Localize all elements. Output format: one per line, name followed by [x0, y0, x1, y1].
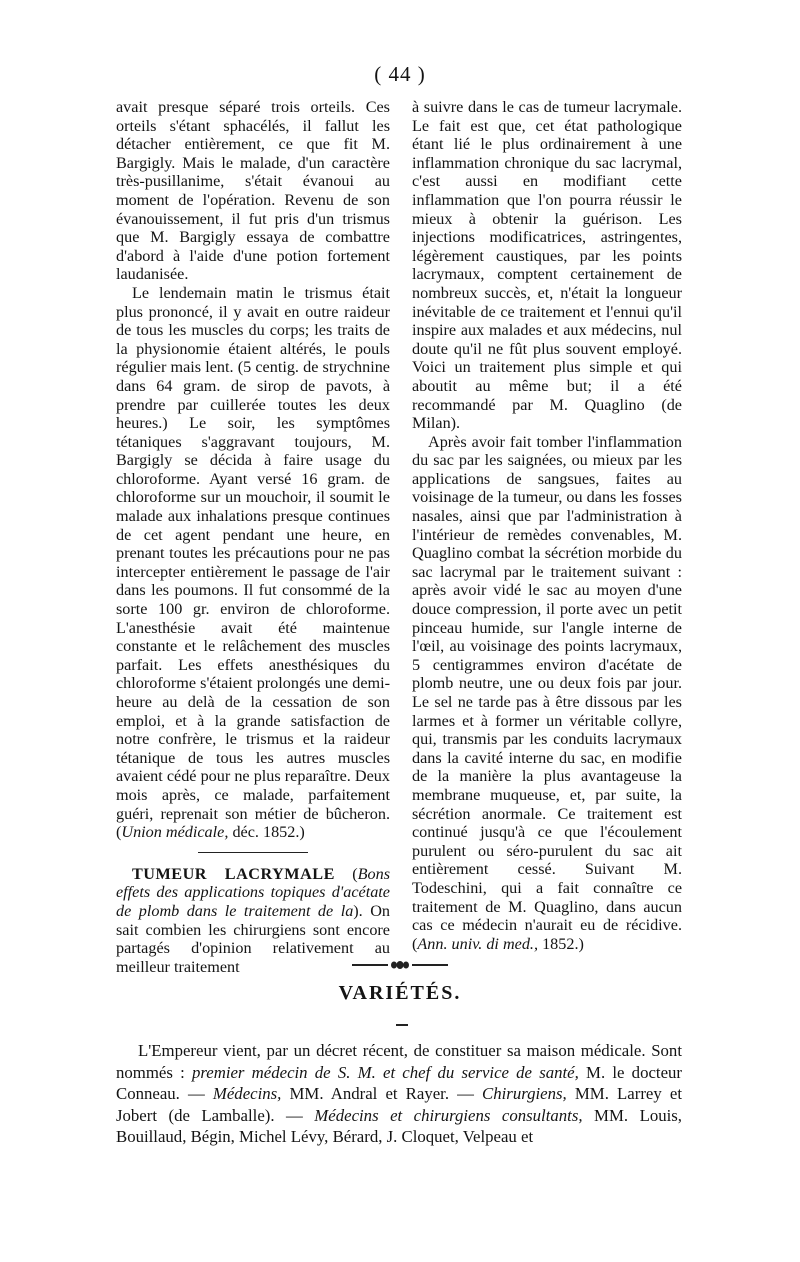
varietes-text-1: L'Empereur vient, par un décret récent, de constituer sa maison médicale. Sont nommés :	[116, 1041, 682, 1082]
heading-subtitle: Bons effets des applications topiques d'acétate de plomb dans le traitement de la	[116, 864, 391, 920]
varietes-role-premier-medecin: premier médecin de S. M. et chef du service de santé,	[191, 1062, 579, 1082]
citation-open: (	[116, 823, 122, 842]
left-paragraph-trismus	[116, 284, 390, 842]
varietes-role-chirurgiens: Chirurgiens,	[482, 1084, 567, 1103]
citation-date: déc. 1852.)	[228, 823, 305, 842]
page-number: ( 44 )	[374, 62, 426, 86]
varietes-text-3: MM. Andral et Rayer. —	[281, 1084, 483, 1103]
varietes-paragraph	[116, 1040, 682, 1148]
varietes-body	[116, 1040, 682, 1148]
short-dash-divider	[396, 1024, 408, 1026]
left-paragraph-continued: avait presque séparé trois orteils. Ces orteils s'étant sphacélés, il fallut les détacher entièrement, ce que fit M. Bargigly. Mais le malade, d'un caractère très-pusillanime, s'était évanoui au moment de l'opération. Revenu de son évanouissement, il fut pris d'un trismus que M. Bargigly essaya de combattre d'abord à l'aide d'une potion fortement laudanisée.	[116, 98, 390, 284]
right-column	[412, 98, 682, 953]
section-divider	[198, 852, 308, 853]
section-heading-varietes: VARIÉTÉS.	[338, 982, 462, 1004]
right-paragraph-quaglino-text: Après avoir fait tomber l'inflammation du sac par les saignées, ou mieux par les applications de sangsues, faites au voisinage de la tumeur, ou dans les fosses nasales, ainsi que par l'administration à l'intérieur de remèdes convenables, M. Quaglino combat la sécrétion morbide du sac lacrymal par le traitement suivant : après avoir vidé le sac au moyen d'une douce compression, il porte avec un petit pinceau humide, sur l'angle interne de l'œil, au voisinage des points lacrymaux, 5 centigrammes environ d'acétate de plomb neutre, une ou deux fois par jour. Le sel ne tarde pas à être dissous par les larmes et à former un véritable collyre, qui, transmis par les conduits lacrymaux dans la cavité interne du sac, en modifie de la manière la plus avantageuse la membrane muqueuse, et, par suite, la sécrétion anormale. Ce traitement est continué jusqu'à ce que l'écoulement purulent ou séro-purulent du sac ait entièrement cessé. Suivant M. Todeschini, qui a fait connaître ce traitement de M. Quaglino, dans aucun cas ce médecin n'aurait eu de récidive.	[412, 432, 682, 935]
varietes-role-consultants: Médecins et chirurgiens consultants,	[314, 1105, 583, 1125]
citation-date: 1852.)	[538, 934, 584, 953]
citation-source: Ann. univ. di med.,	[417, 934, 539, 953]
citation-open: (	[412, 934, 418, 953]
left-paragraph-tumeur-text: ). On sait combien les chirurgiens sont encore partagés d'opinion relativement au meilleur traitement	[116, 901, 390, 976]
heading-paren-open: (	[334, 864, 358, 883]
varietes-text-5: MM. Louis, Bouillaud, Bégin, Michel Lévy, Bérard, J. Cloquet, Velpeau et	[116, 1105, 682, 1146]
section-heading-tumeur-lacrymale: TUMEUR LACRYMALE	[132, 864, 335, 883]
right-paragraph-continued: à suivre dans le cas de tumeur lacrymale. Le fait est que, cet état pathologique étant lié le plus ordinairement à une inflammation chronique du sac lacrymal, c'est aussi en modifiant cette inflammation que l'on pourra réussir le mieux à obtenir la guérison. Les injections modificatrices, astringentes, légèrement caustiques, par les points lacrymaux, comptent certainement de nombreux succès, et, n'était la longueur inévitable de ce traitement et l'ennui qu'il inspire aux malades et aux médecins, nul doute qu'il ne fût plus souvent employé. Voici un traitement plus simple et qui aboutit au même but; il a été recommandé par M. Quaglino (de Milan).	[412, 98, 682, 433]
left-column	[116, 98, 390, 976]
left-paragraph-tumeur	[116, 865, 390, 977]
left-paragraph-trismus-text: Le lendemain matin le trismus était plus prononcé, il y avait en outre raideur de tous les muscles du corps; les traits de la physionomie étaient altérés, le pouls régulier mais lent. (5 centig. de strychnine dans 64 gram. de sirop de pavots, à prendre par cuillerée toutes les deux heures.) Le soir, les symptômes tétaniques s'aggravant toujours, M. Bargigly se décida à faire usage du chloroforme. Ayant versé 16 gram. de chloroforme sur un mouchoir, il soumit le malade aux inhalations presque continues de cet agent pendant une heure, en prenant toutes les précautions pour ne pas intercepter entièrement le passage de l'air dans les poumons. Il fut consommé de la sorte 100 gr. environ de chloroforme. L'anesthésie avait été maintenue constante et le relâchement des muscles parfait. Les effets anesthésiques du chloroforme s'étaient prolongés une demi-heure au delà de la cessation de son emploi, et à la grande satisfaction de notre confrère, le trismus et la raideur tétanique de tous les autres muscles avaient cédé pour ne plus reparaître. Deux mois après, ce malade, parfaitement guéri, reprenait son métier de bûcheron.	[116, 283, 390, 823]
ornament-divider	[352, 960, 448, 970]
varietes-role-medecins: Médecins,	[212, 1084, 282, 1103]
varietes-text-2: M. le docteur Conneau. —	[116, 1062, 683, 1103]
citation-source: Union médicale,	[121, 823, 229, 842]
varietes-text-4: MM. Larrey et Jobert (de Lamballe). —	[116, 1084, 682, 1125]
right-paragraph-quaglino	[412, 433, 682, 954]
